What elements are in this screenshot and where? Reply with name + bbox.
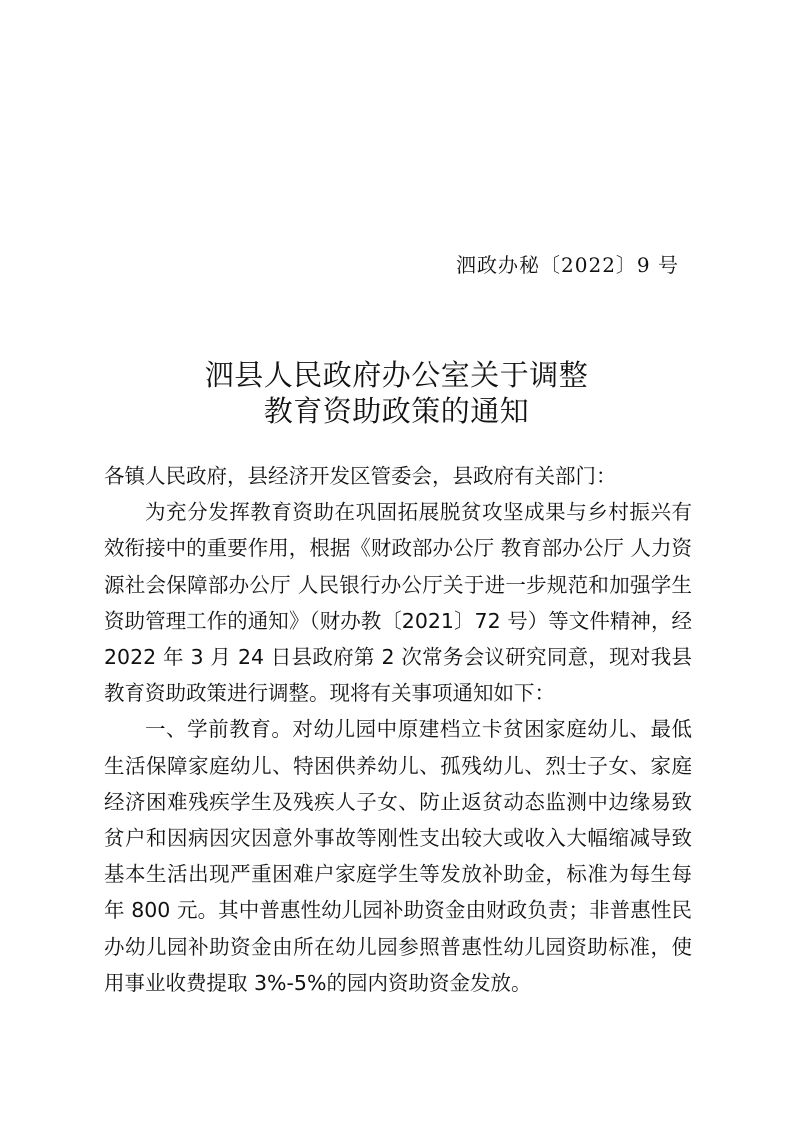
paragraph-intro: 为充分发挥教育资助在巩固拓展脱贫攻坚成果与乡村振兴有效衔接中的重要作用，根据《财政部办公厅 教育部办公厅 人力资源社会保障部办公厅 人民银行办公厅关于进一步规范和加强学生资助管理工作的通知》（财办教〔2021〕72 号）等文件精神，经 2022 年 3 月 24 日县政府第 2 次常务会议研究同意，现对我县教育资助政策进行调整。现将有关事项通知如下： bbox=[104, 500, 692, 706]
paragraph-preschool-education: 一、学前教育。对幼儿园中原建档立卡贫困家庭幼儿、最低生活保障家庭幼儿、特困供养幼儿、孤残幼儿、烈士子女、家庭经济困难残疾学生及残疾人子女、防止返贫动态监测中边缘易致贫户和因病因灾因意外事故等刚性支出较大或收入大幅缩减导致基本生活出现严重困难户家庭学生等发放补助金，标准为每生每年 800 元。其中普惠性幼儿园补助资金由财政负责；非普惠性民办幼儿园补助资金由所在幼儿园参照普惠性幼儿园资助标准，使用事业收费提取 3%-5%的园内资助资金发放。 bbox=[104, 717, 692, 995]
document-body bbox=[104, 458, 692, 1001]
document-title-line-2: 教育资助政策的通知 bbox=[263, 394, 530, 428]
salutation: 各镇人民政府，县经济开发区管委会，县政府有关部门： bbox=[104, 464, 617, 488]
document-number: 泗政办秘〔2022〕9 号 bbox=[456, 253, 679, 277]
document-title-line-1: 泗县人民政府办公室关于调整 bbox=[204, 358, 589, 392]
